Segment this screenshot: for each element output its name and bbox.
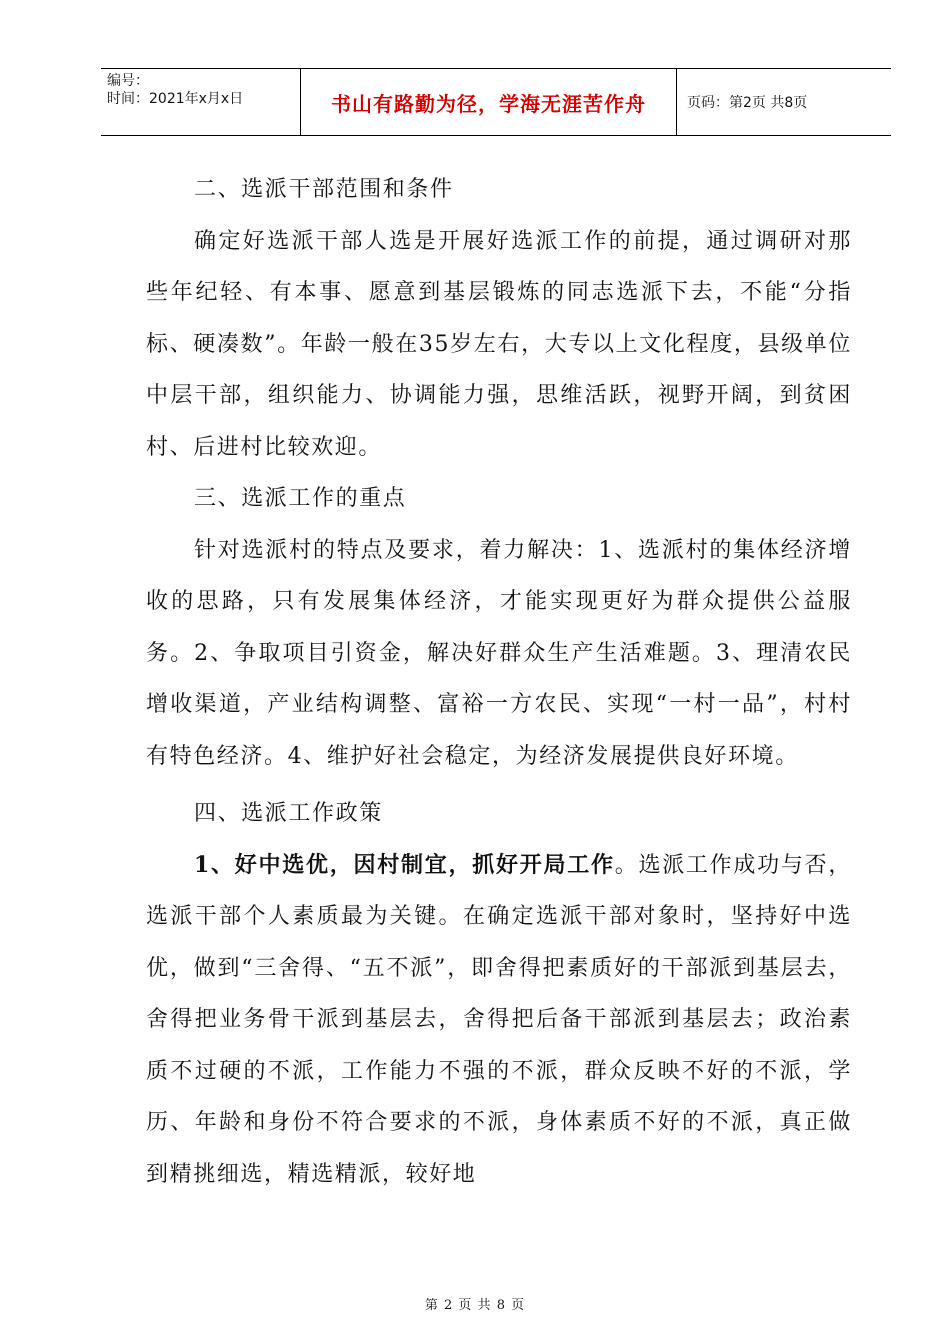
section-heading-3: 三、选派工作的重点 xyxy=(194,486,407,511)
document-body xyxy=(146,164,852,1200)
section-heading-2: 二、选派干部范围和条件 xyxy=(194,177,454,202)
section-paragraph-2: 确定好选派干部人选是开展好选派工作的前提，通过调研对那些年纪轻、有本事、愿意到基层锻炼的同志选派下去，不能“分指标、硬凑数”。年龄一般在35岁左右，大专以上文化程度，县级单位中层干部，组织能力、协调能力强，思维活跃，视野开阔，到贫困村、后进村比较欢迎。 xyxy=(146,228,852,460)
header-motto: 书山有路勤为径，学海无涯苦作舟 xyxy=(301,69,677,135)
page-footer: 第 2 页 共 8 页 xyxy=(424,1298,526,1313)
section-heading-4: 四、选派工作政策 xyxy=(194,801,383,826)
number-label: 编号： xyxy=(107,73,149,89)
page-header xyxy=(101,68,891,136)
policy-lead-bold: 1、好中选优，因村制宜，抓好开局工作 xyxy=(194,851,615,878)
header-meta xyxy=(101,69,301,135)
section-paragraph-3: 针对选派村的特点及要求，着力解决：1、选派村的集体经济增收的思路，只有发展集体经济，才能实现更好为群众提供公益服务。2、争取项目引资金，解决好群众生产生活难题。3、理清农民增收渠道，产业结构调整、富裕一方农民、实现“一村一品”，村村有特色经济。4、维护好社会稳定，为经济发展提供良好环境。 xyxy=(146,537,852,769)
policy-text: 。选派工作成功与否，选派干部个人素质最为关键。在确定选派干部对象时，坚持好中选优，做到“三舍得、“五不派”，即舍得把素质好的干部派到基层去，舍得把业务骨干派到基层去，舍得把后备干部派到基层去；政治素质不过硬的不派，工作能力不强的不派，群众反映不好的不派，学历、年龄和身份不符合要求的不派，身体素质不好的不派，真正做到精挑细选，精选精派，较好地 xyxy=(146,852,852,1187)
section-paragraph-4 xyxy=(146,840,852,1201)
time-label: 时间：2021年x月x日 xyxy=(107,91,244,107)
header-page-info: 页码：第2页 共8页 xyxy=(687,95,808,111)
